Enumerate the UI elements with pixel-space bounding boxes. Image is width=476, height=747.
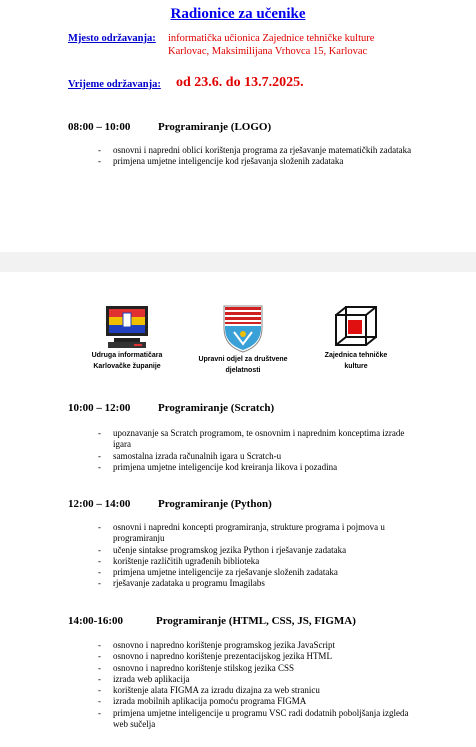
page-break [0,252,476,272]
document-page-2 [0,272,476,747]
list-item: - osnovni i napredni koncepti programiranja, strukture programa i pojmova u programiranju [98,522,418,545]
session-items [98,428,418,473]
session-name: Programiranje (Python) [158,498,272,510]
list-item: - rješavanje zadataka u programu Imagilabs [98,578,418,589]
computer-flag-icon [104,304,150,350]
list-item: - primjena umjetne inteligencije kod rješavanja složenih zadataka [98,156,418,167]
session-html-css-js-figma [68,615,428,730]
time-label: Vrijeme održavanja: [68,79,161,90]
list-item: - primjena umjetne inteligencije za rješavanje složenih zadataka [98,567,418,578]
session-time: 08:00 – 10:00 [68,121,131,133]
session-time: 12:00 – 14:00 [68,498,131,510]
document-page-1 [0,0,476,252]
list-item: - izrada web aplikacija [98,674,418,685]
logo-zajednica-tehnicke-kulture [310,304,402,372]
session-scratch [68,402,428,472]
list-item: - učenje sintakse programskog jezika Python i rješavanje zadataka [98,545,418,556]
list-item: - upoznavanje sa Scratch programom, te osnovnim i naprednim konceptima izrade igara [98,428,418,451]
list-item: - samostalna izrada računalnih igara u Scratch-u [98,451,418,462]
list-item: - korištenje alata FIGMA za izradu dizajna za web stranicu [98,685,418,696]
session-name: Programiranje (Scratch) [158,402,275,414]
logo-caption-line-2: djelatnosti [225,367,261,374]
session-items [98,640,418,730]
session-name: Programiranje (HTML, CSS, JS, FIGMA) [156,615,356,627]
session-time: 10:00 – 12:00 [68,402,131,414]
document-title: Radionice za učenike [170,6,306,22]
session-time: 14:00-16:00 [68,615,123,627]
logo-caption-line-1: Zajednica tehničke [324,352,388,359]
cube-icon [333,304,379,350]
location-label: Mjesto održavanja: [68,33,156,44]
location-line-2: Karlovac, Maksimilijana Vrhovca 15, Karlovac [168,46,368,57]
logo-upravni-odjel [190,304,296,376]
list-item: - primjena umjetne inteligencije u programu VSC radi dodatnih poboljšanja izgleda web sučelja [98,708,418,731]
session-header [68,402,428,418]
session-python [68,498,428,589]
session-header [68,498,428,514]
session-header [68,615,428,631]
list-item: - izrada mobilnih aplikacija pomoću programa FIGMA [98,696,418,707]
list-item: - osnovno i napredno korištenje programskog jezika JavaScript [98,640,418,651]
logo-udruga-informaticara [78,304,176,372]
coat-of-arms-icon [220,304,266,354]
session-items [98,522,418,590]
logo-caption-line-1: Upravni odjel za društvene [198,356,288,363]
session-items [98,145,418,168]
list-item: - osnovno i napredno korištenje prezentacijskog jezika HTML [98,651,418,662]
logo-caption-line-2: kulture [344,363,368,370]
location-line-1: informatička učionica Zajednice tehničke kulture [168,33,375,44]
sponsor-logos [0,304,476,386]
session-name: Programiranje (LOGO) [158,121,272,133]
session-logo [68,121,428,167]
session-header [68,121,428,137]
list-item: - korištenje različitih ugrađenih biblioteka [98,556,418,567]
logo-caption-line-1: Udruga informatičara [91,352,163,359]
list-item: - osnovno i napredno korištenje stilskog jezika CSS [98,663,418,674]
time-value: od 23.6. do 13.7.2025. [176,75,304,90]
list-item: - primjena umjetne inteligencije kod kreiranja likova i pozadina [98,462,418,473]
list-item: - osnovni i napredni oblici korištenja programa za rješavanje matematičkih zadataka [98,145,418,156]
logo-caption-line-2: Karlovačke županije [93,363,161,370]
